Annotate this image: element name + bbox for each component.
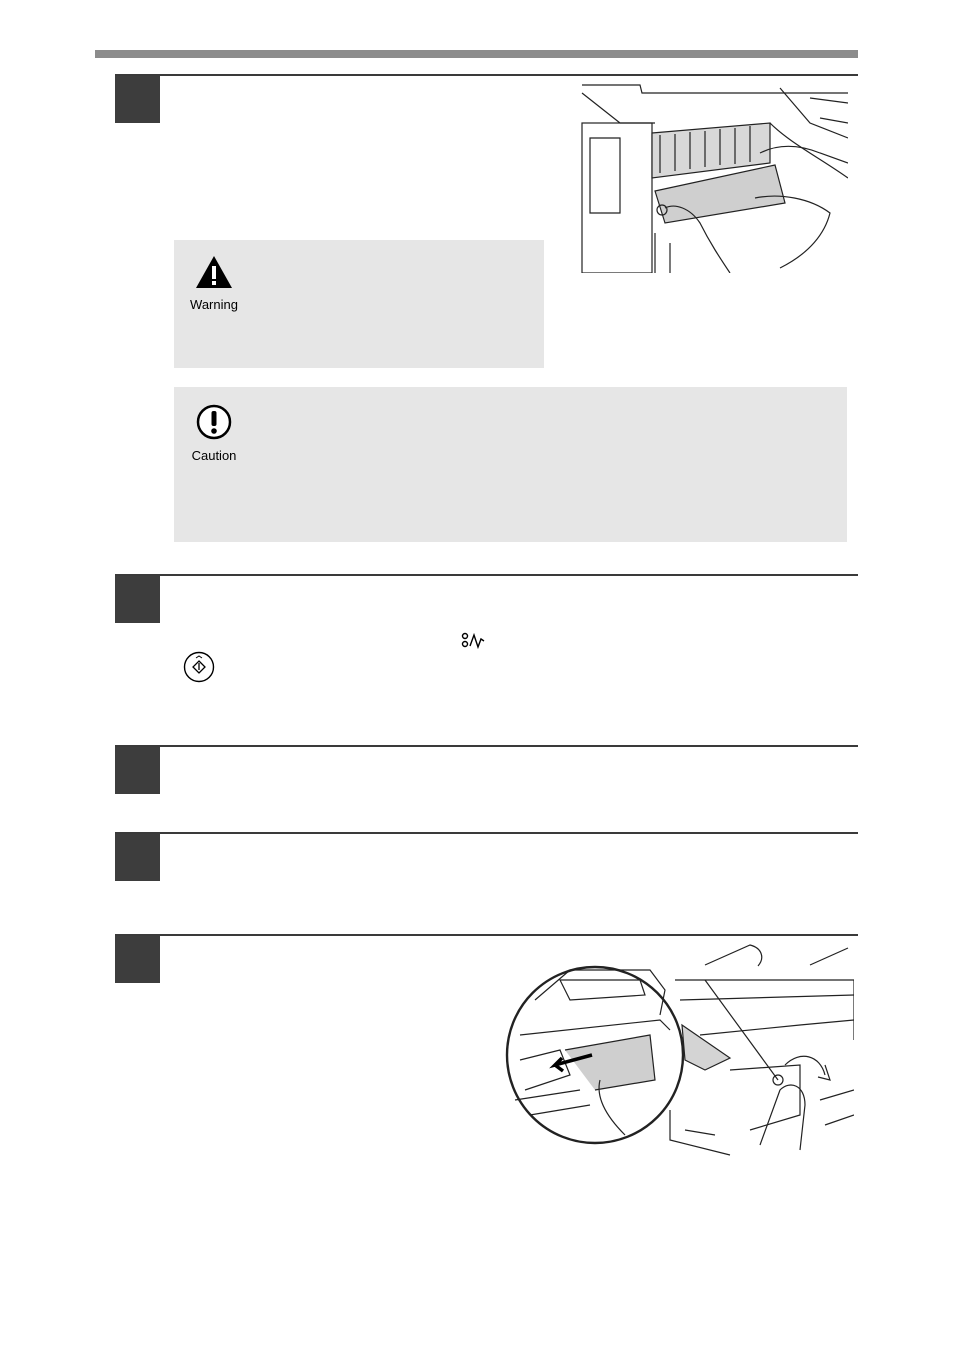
step-1-divider <box>115 74 858 76</box>
warning-triangle-icon <box>194 254 234 290</box>
step-1-number-box <box>115 76 160 123</box>
caution-exclamation-icon <box>195 403 233 441</box>
step-5-number-box <box>115 936 160 983</box>
step-3-divider <box>115 745 858 747</box>
header-bar <box>95 50 858 58</box>
step-4-number-box <box>115 834 160 881</box>
warning-label: Warning <box>190 297 238 312</box>
caution-note <box>174 387 847 542</box>
caution-badge <box>188 403 240 463</box>
step-4-divider <box>115 832 858 834</box>
paper-feed-area-knob-illustration <box>500 940 854 1160</box>
step-3-number-box <box>115 747 160 794</box>
warning-note <box>174 240 544 368</box>
step-2-divider <box>115 574 858 576</box>
step-2-number-box <box>115 576 160 623</box>
misfeed-indicator-icon <box>460 631 486 651</box>
fusing-area-paper-removal-illustration <box>580 83 848 273</box>
caution-label: Caution <box>191 448 237 463</box>
start-key-icon <box>182 651 216 683</box>
warning-badge <box>188 254 240 312</box>
step-5-divider <box>115 934 858 936</box>
